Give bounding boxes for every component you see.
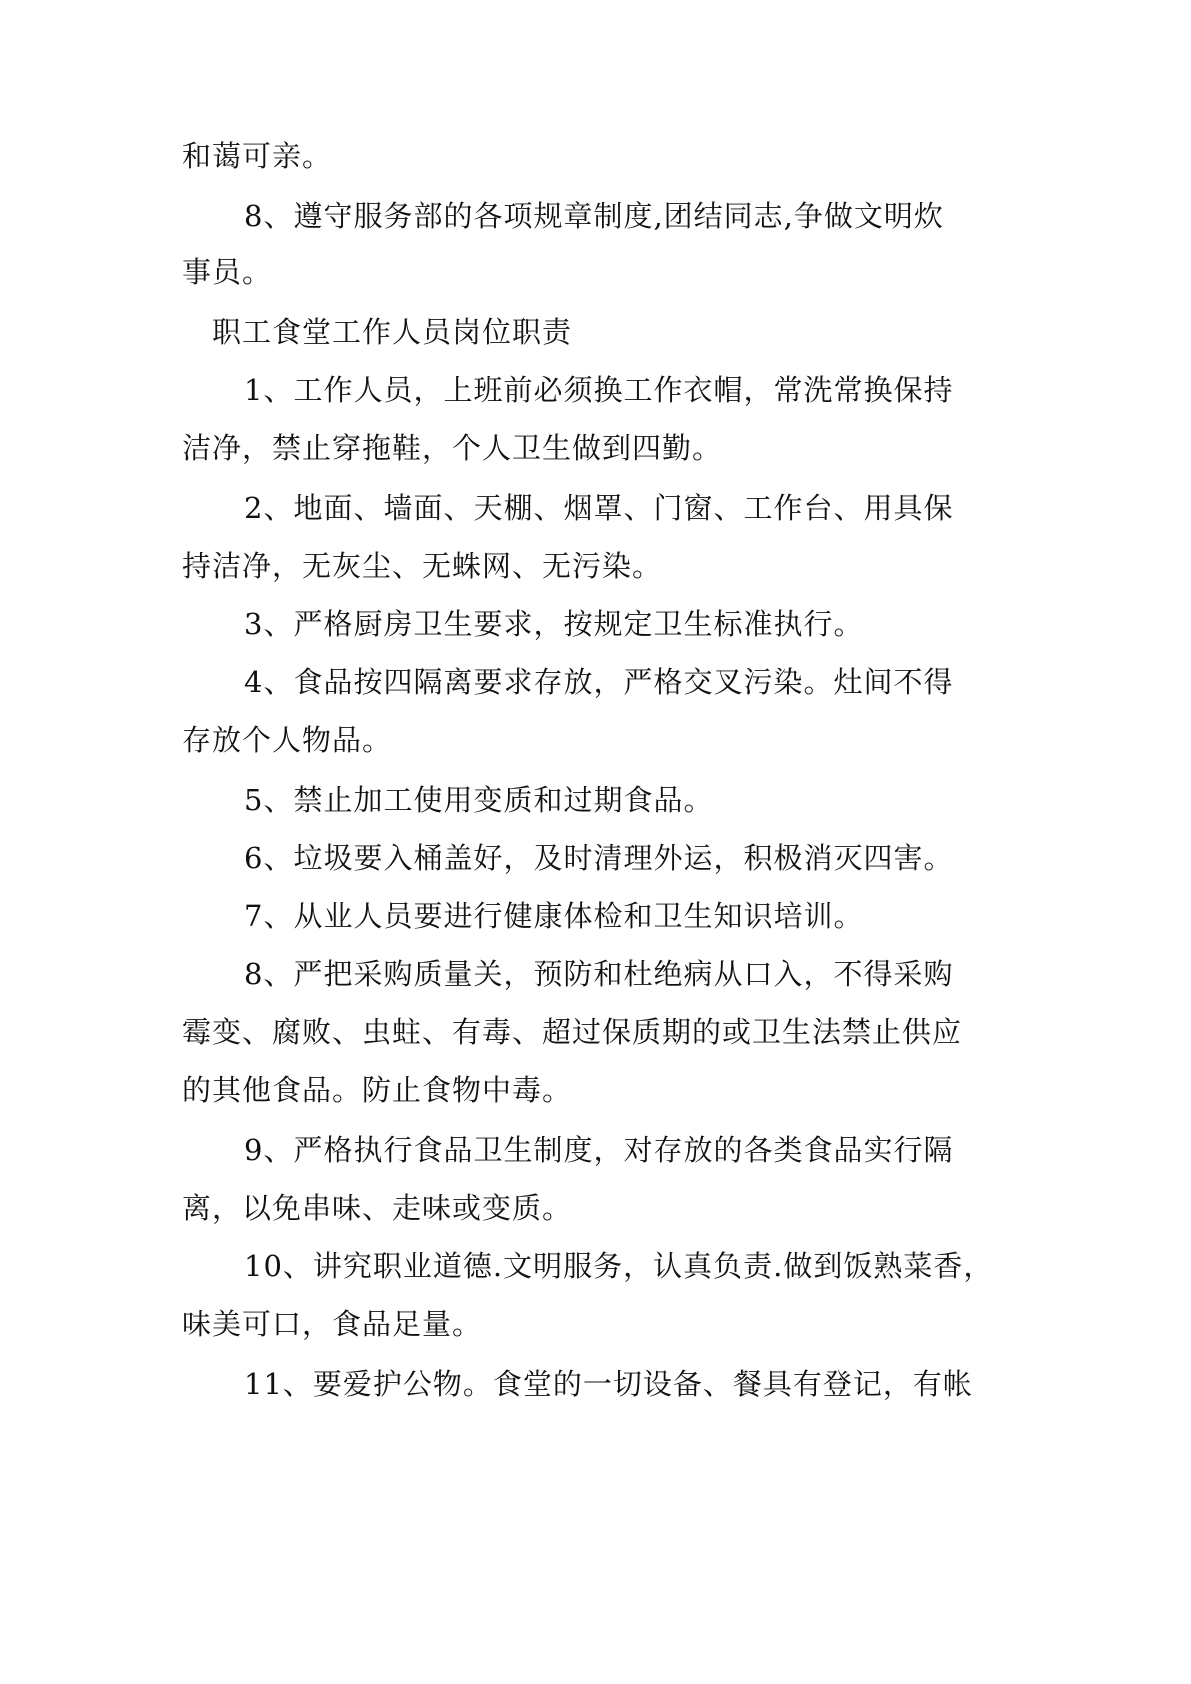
text-line: 存放个人物品。 [182,723,393,757]
text-line: 6、垃圾要入桶盖好，及时清理外运，积极消灭四害。 [244,841,954,875]
text-line: 8、遵守服务部的各项规章制度,团结同志,争做文明炊 [244,199,944,233]
text-line: 味美可口，食品足量。 [182,1307,483,1341]
text-line: 1、工作人员，上班前必须换工作衣帽，常洗常换保持 [244,373,954,407]
text-line: 5、禁止加工使用变质和过期食品。 [244,783,714,817]
section-title: 职工食堂工作人员岗位职责 [212,315,573,349]
text-line: 洁净，禁止穿拖鞋，个人卫生做到四勤。 [182,431,723,465]
text-line: 9、严格执行食品卫生制度，对存放的各类食品实行隔 [244,1133,954,1167]
text-line: 事员。 [182,255,273,289]
text-line: 和蔼可亲。 [182,139,333,173]
text-line: 11、要爱护公物。食堂的一切设备、餐具有登记，有帐 [244,1367,973,1401]
text-line: 8、严把采购质量关，预防和杜绝病从口入，不得采购 [244,957,954,991]
text-line: 的其他食品。防止食物中毒。 [182,1073,573,1107]
text-line: 2、地面、墙面、天棚、烟罩、门窗、工作台、用具保 [244,491,954,525]
text-line: 霉变、腐败、虫蛀、有毒、超过保质期的或卫生法禁止供应 [182,1015,963,1049]
text-line: 3、严格厨房卫生要求，按规定卫生标准执行。 [244,607,864,641]
text-line: 离，以免串味、走味或变质。 [182,1191,573,1225]
text-line: 持洁净，无灰尘、无蛛网、无污染。 [182,549,663,583]
text-line: 10、讲究职业道德.文明服务，认真负责.做到饭熟菜香， [244,1249,994,1283]
text-line: 4、食品按四隔离要求存放，严格交叉污染。灶间不得 [244,665,954,699]
text-line: 7、从业人员要进行健康体检和卫生知识培训。 [244,899,864,933]
